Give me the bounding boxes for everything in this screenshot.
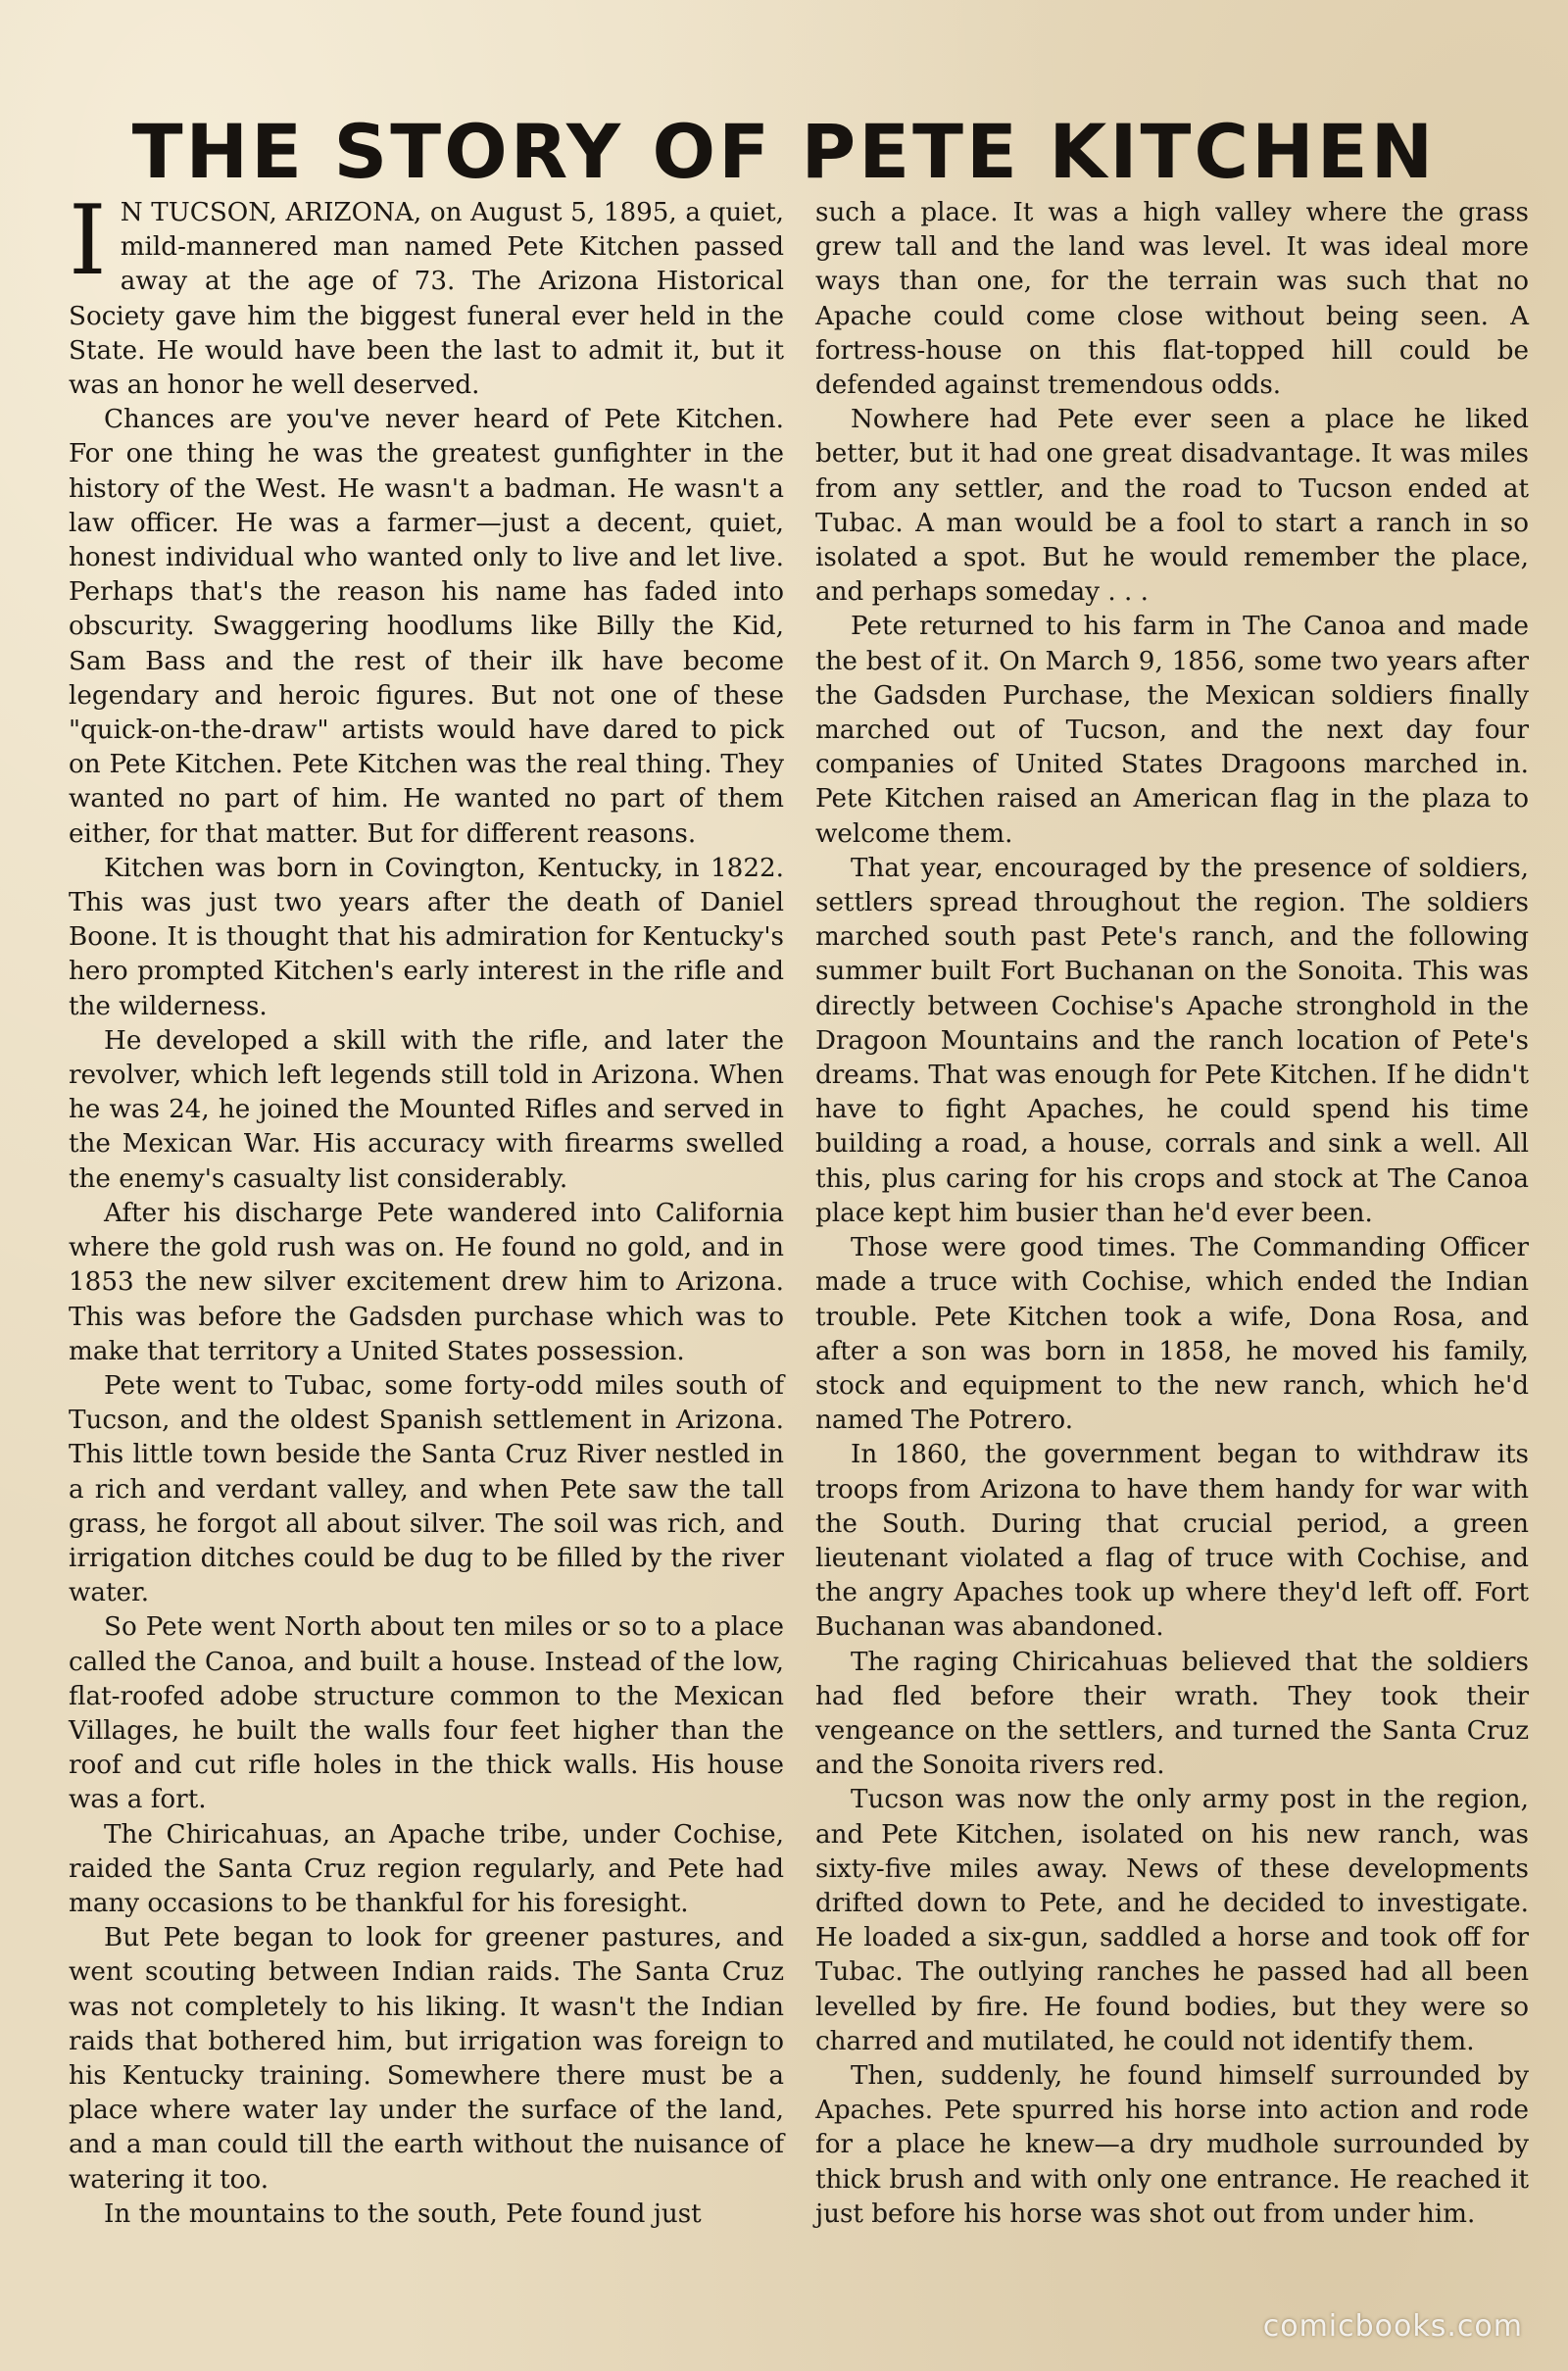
paragraph: After his discharge Pete wandered into California where the gold rush was on. He found no gold, and in 1853 the new silver excitement drew him to Arizona. This was before the Gadsden purchase which was to make that territory a United States possession. — [69, 1198, 784, 1366]
paragraph: In 1860, the government began to withdraw its troops from Arizona to have them handy for war with the South. During that crucial period, a green lieutenant violated a flag of truce with Cochise, and the angry Apaches took up where they'd left off. Fort Buchanan was abandoned. — [815, 1440, 1529, 1643]
opening-paragraph — [69, 185, 784, 403]
drop-cap: I — [69, 185, 107, 297]
paragraph: But Pete began to look for greener pastures, and went scouting between Indian raids. The Santa Cruz was not completely to his liking. It wasn't the Indian raids that bothered him, but irrigation was foreign to his Kentucky training. Somewhere there must be a place where water lay under the surface of the land, and a man could till the earth without the nuisance of watering it too. — [69, 1923, 784, 2195]
paragraph: Nowhere had Pete ever seen a place he liked better, but it had one great disadvantage. It was miles from any settler, and the road to Tucson ended at Tubac. A man would be a fool to start a ranch in so isolated a spot. But he would remember the place, and perhaps someday . . . — [815, 405, 1529, 608]
paragraph: In the mountains to the south, Pete found just — [104, 2198, 702, 2229]
paragraph: The Chiricahuas, an Apache tribe, under Cochise, raided the Santa Cruz region regularly, and Pete had many occasions to be thankful for his foresight. — [69, 1819, 784, 1918]
paragraph: Pete went to Tubac, some forty-odd miles south of Tucson, and the oldest Spanish settlement in Arizona. This little town beside the Santa Cruz River nestled in a rich and verdant valley, and when Pete saw the tall grass, he forgot all about silver. The soil was rich, and irrigation ditches could be dug to be filled by the river water. — [69, 1370, 784, 1608]
continued-paragraph: such a place. It was a high valley where the grass grew tall and the land was level. It was ideal more ways than one, for the terrain was such that no Apache could come close without being seen. A fortress-house on this flat-topped hill could be defended against tremendous odds. — [815, 198, 1529, 401]
paragraph: Those were good times. The Commanding Officer made a truce with Cochise, which ended the Indian trouble. Pete Kitchen took a wife, Dona Rosa, and after a son was born in 1858, he moved his family, stock and equipment to the new ranch, which he'd named The Potrero. — [815, 1233, 1529, 1436]
paragraph: Then, suddenly, he found himself surrounded by Apaches. Pete spurred his horse into action and rode for a place he knew—a dry mudhole surrounded by thick brush and with only one entrance. He reached it just before his horse was shot out from under him. — [815, 2060, 1529, 2229]
paragraph: The raging Chiricahuas believed that the soldiers had fled before their wrath. They took their vengeance on the settlers, and turned the Santa Cruz and the Sonoita rivers red. — [815, 1647, 1529, 1781]
paragraph: Chances are you've never heard of Pete Kitchen. For one thing he was the greatest gunfighter in the history of the West. He wasn't a badman. He wasn't a law officer. He was a farmer—just a decent, quiet, honest individual who wanted only to live and let live. Perhaps that's the reason his name has faded into obscurity. Swaggering hoodlums like Billy the Kid, Sam Bass and the rest of their ilk have become legendary and heroic figures. But not one of these "quick-on-the-draw" artists would have dared to pick on Pete Kitchen. Pete Kitchen was the real thing. They wanted no part of him. He wanted no part of them either, for that matter. But for different reasons. — [69, 405, 784, 849]
paragraph: Pete returned to his farm in The Canoa and made the best of it. On March 9, 1856, some two years after the Gadsden Purchase, the Mexican soldiers finally marched out of Tucson, and the next day four companies of United States Dragoons marched in. Pete Kitchen raised an American flag in the plaza to welcome them. — [815, 612, 1529, 849]
paragraph: So Pete went North about ten miles or so to a place called the Canoa, and built a house. Instead of the low, flat-roofed adobe structure common to the Mexican Villages, he built the walls four feet higher than the roof and cut rifle holes in the thick walls. His house was a fort. — [69, 1612, 784, 1815]
page-title: THE STORY OF PETE KITCHEN — [131, 108, 1437, 195]
right-column — [815, 196, 1529, 2232]
left-column — [69, 185, 784, 2232]
lead-caps-text: N TUCSON, ARIZONA, — [120, 198, 422, 227]
paragraph: Tucson was now the only army post in the region, and Pete Kitchen, isolated on his new ranch, was sixty-five miles away. News of these developments drifted down to Pete, and he decided to investigate. He loaded a six-gun, saddled a horse and took off for Tubac. The outlying ranches he passed had all been levelled by fire. He found bodies, but they were so charred and mutilated, he could not identify them. — [815, 1785, 1529, 2056]
paragraph: He developed a skill with the rifle, and later the revolver, which left legends still told in Arizona. When he was 24, he joined the Mounted Rifles and served in the Mexican War. His accuracy with firearms swelled the enemy's casualty list considerably. — [69, 1025, 784, 1194]
paragraph: Kitchen was born in Covington, Kentucky, in 1822. This was just two years after the death of Daniel Boone. It is thought that his admiration for Kentucky's hero prompted Kitchen's early interest in the rifle and the wilderness. — [69, 853, 784, 1021]
paragraph: That year, encouraged by the presence of soldiers, settlers spread throughout the region. The soldiers marched south past Pete's ranch, and the following summer built Fort Buchanan on the Sonoita. This was directly between Cochise's Apache stronghold in the Dragoon Mountains and the ranch location of Pete's dreams. That was enough for Pete Kitchen. If he didn't have to fight Apaches, he could spend his time building a road, a house, corrals and sink a well. All this, plus caring for his crops and stock at The Canoa place kept him busier than he'd ever been. — [815, 853, 1529, 1228]
site-watermark: comicbooks.com — [1262, 2309, 1523, 2344]
opening-text: on August 5, 1895, a quiet, mild-mannered man named Pete Kitchen passed away at the age of 73. The Arizona Historical Society gave him the biggest funeral ever held in the State. He would have been the last to admit it, but it was an honor he well deserved. — [69, 198, 784, 401]
